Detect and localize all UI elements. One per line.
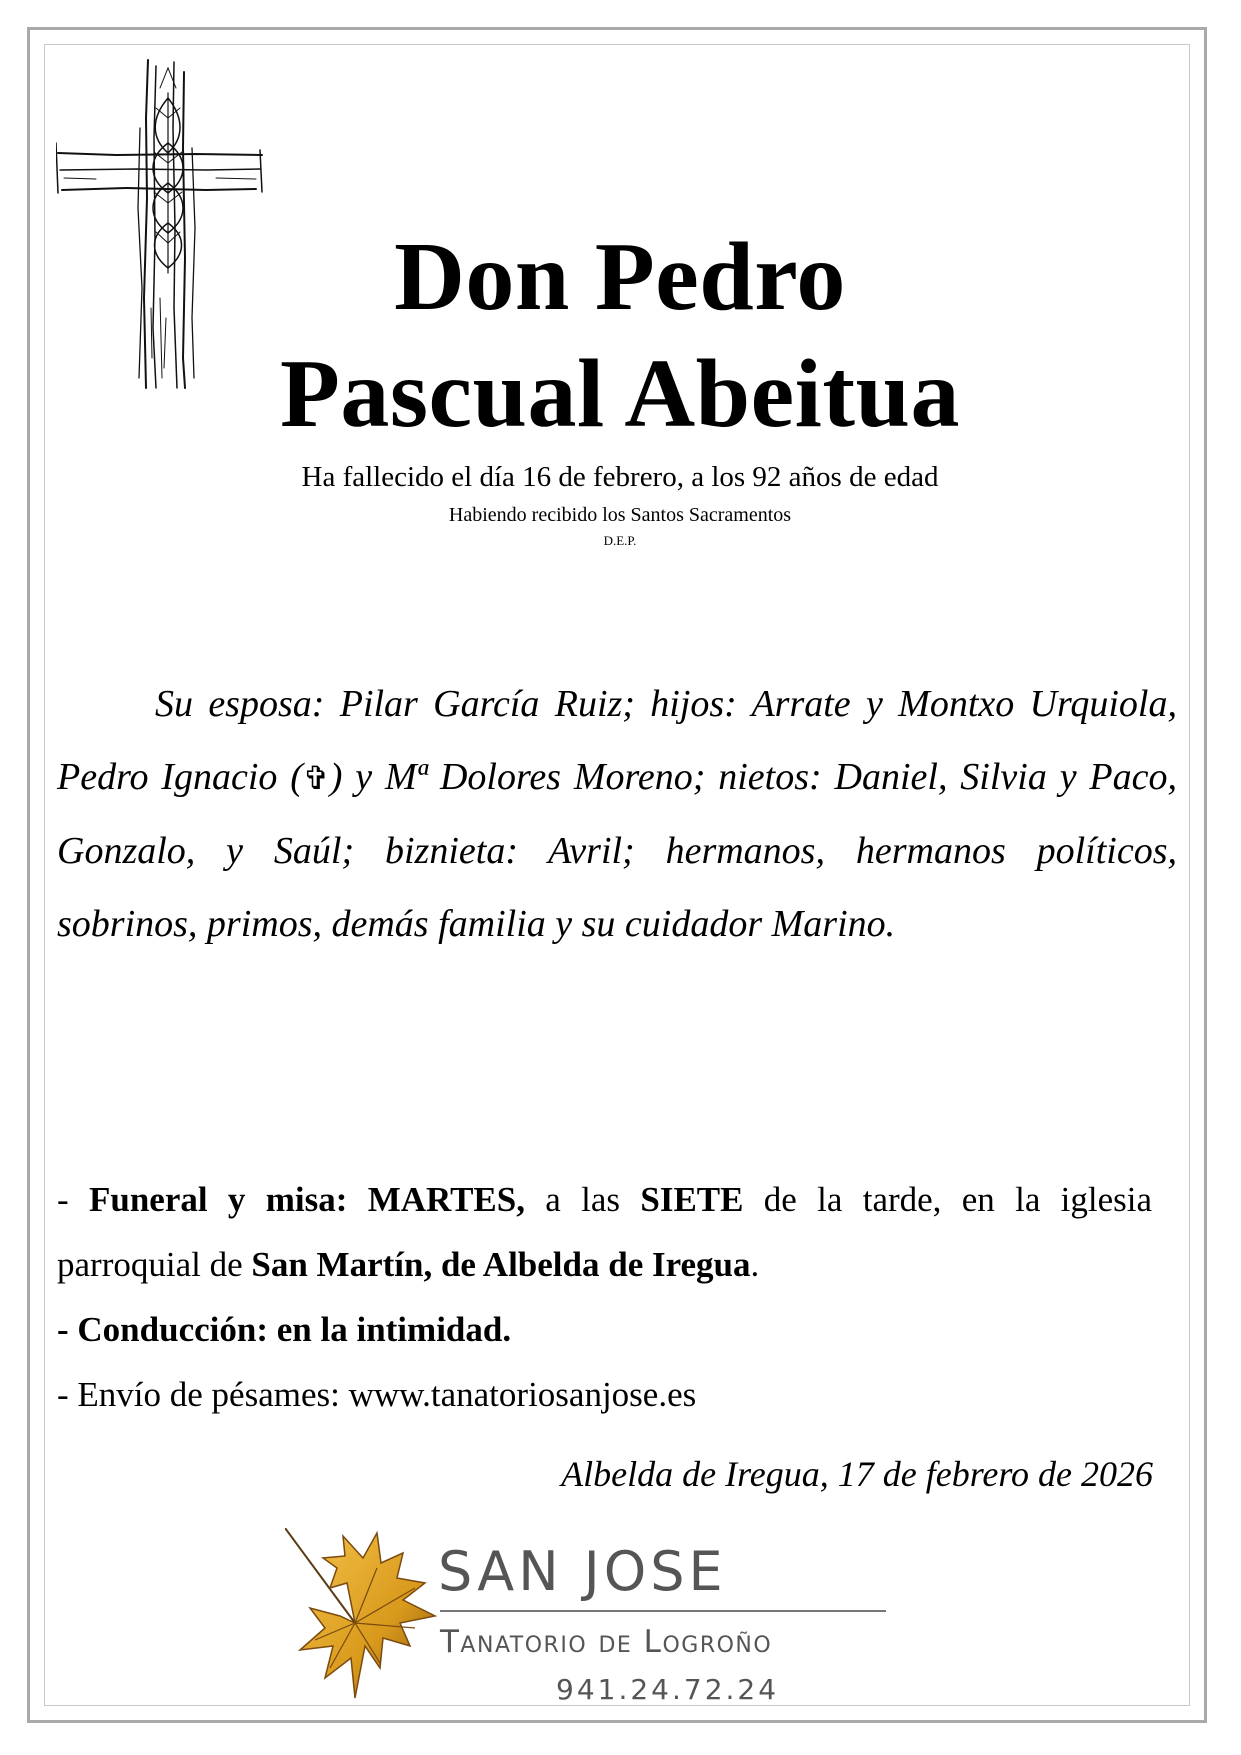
sacraments-line: Habiendo recibido los Santos Sacramentos <box>448 504 792 526</box>
logo-divider <box>440 1610 886 1612</box>
funeral-dash: - <box>57 1180 89 1219</box>
rip-line: D.E.P. <box>603 533 637 548</box>
logo-title: SAN JOSE <box>438 1540 727 1603</box>
conduction-line <box>57 1310 1152 1350</box>
place-date: Albelda de Iregua, 17 de febrero de 2026 <box>561 1454 1153 1494</box>
logo-phone: 941.24.72.24 <box>556 1673 780 1706</box>
funeral-end: . <box>750 1245 760 1284</box>
family-paragraph <box>57 668 1177 961</box>
funeral-day: MARTES, <box>367 1180 525 1219</box>
funeral-text2: de la tarde, en la iglesia <box>743 1180 1153 1219</box>
condolences-line: - Envío de pésames: www.tanatoriosanjose.es <box>57 1375 697 1414</box>
maple-leaf-icon <box>285 1528 445 1703</box>
funeral-text1: a las <box>524 1180 641 1219</box>
funeral-line <box>57 1180 1152 1220</box>
funeral-text3: parroquial de <box>57 1245 252 1284</box>
funeral-church-line <box>57 1245 1152 1285</box>
funeral-hour: SIETE <box>640 1180 744 1219</box>
family-text-part1: Su esposa: Pilar García Ruiz; hijos: Arrate y Montxo Urquiola, Pedro Ignacio ( <box>57 683 1177 798</box>
funeral-label: Funeral y misa: <box>88 1180 348 1219</box>
deceased-name-line2: Pascual Abeitua <box>280 340 960 448</box>
logo-subtitle: Tanatorio de Logroño <box>440 1624 773 1660</box>
conduction-dash: - <box>57 1310 78 1349</box>
death-announcement: Ha fallecido el día 16 de febrero, a los 92 años de edad <box>301 461 939 493</box>
deceased-cross-icon: ✞ <box>302 759 330 797</box>
deceased-name-line1: Don Pedro <box>394 223 846 331</box>
conduction-label: Conducción: en la intimidad. <box>77 1310 512 1349</box>
family-text-part2: ) y Mª Dolores Moreno; nietos: Daniel, Silvia y Paco, Gonzalo, y Saúl; biznieta: Avril; hermanos, hermanos políticos, sobrinos, primos, demás familia y su cuidador Marino. <box>57 756 1177 945</box>
funeral-church: San Martín, de Albelda de Iregua <box>251 1245 751 1284</box>
